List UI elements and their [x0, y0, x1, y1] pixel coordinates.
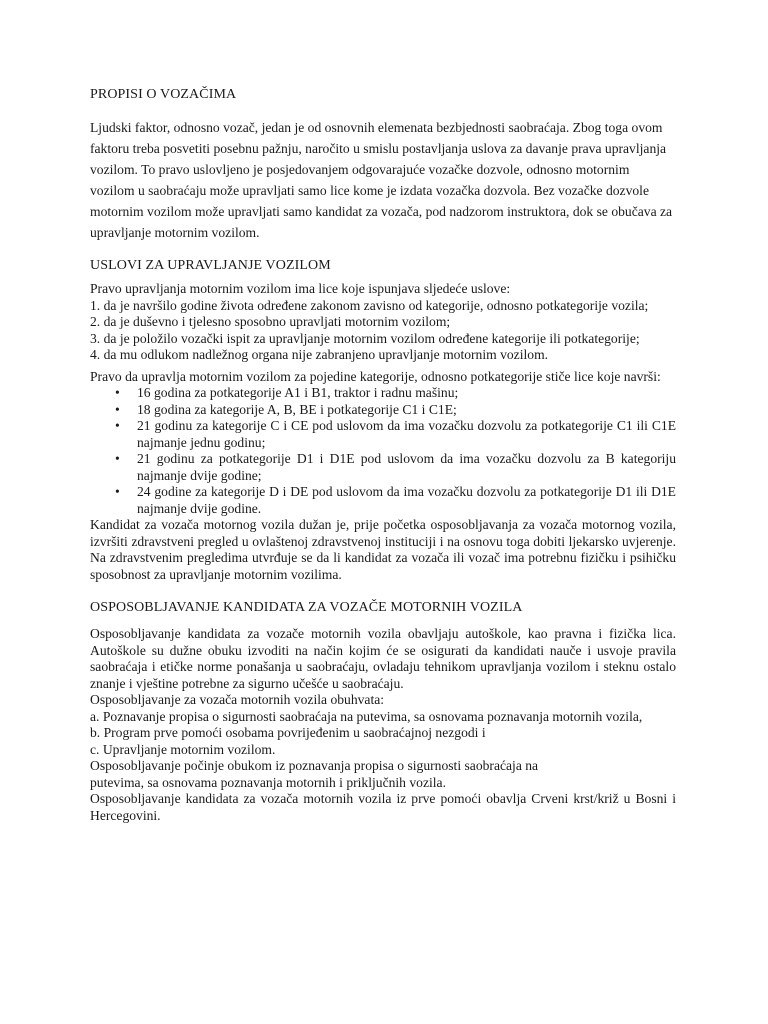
age-intro: Pravo da upravlja motornim vozilom za pojedine kategorije, odnosno potkategorije stiče lice koje navrši: — [90, 368, 661, 384]
condition-item: 1. da je navršilo godine života određene zakonom zavisno od kategorije, odnosno potkategorije vozila; — [90, 297, 649, 313]
age-bullet-list — [90, 385, 676, 517]
section-heading-propisi: PROPISI O VOZAČIMA — [90, 87, 237, 102]
list-item-text: 16 godina za potkategorije A1 i B1, traktor i radnu mašinu; — [137, 385, 459, 400]
condition-item: 2. da je duševno i tjelesno sposobno upravljati motornim vozilom; — [90, 314, 451, 329]
list-item-text: 18 godina za kategorije A, B, BE i potkategorije C1 i C1E; — [137, 401, 457, 417]
training-start-line: putevima, sa osnovama poznavanja motornih i priključnih vozila. — [90, 774, 446, 790]
scope-item: c. Upravljanje motornim vozilom. — [90, 741, 276, 757]
list-item — [115, 418, 676, 451]
list-item-text: 24 godine za kategorije D i DE pod uslovom da ima vozačku dozvolu za potkategorije D1 ili D1E najmanje dvije godine. — [137, 484, 676, 516]
section-heading-uslovi: USLOVI ZA UPRAVLJANJE VOZILOM — [90, 258, 331, 273]
list-item — [115, 401, 676, 419]
condition-item: 3. da je položilo vozački ispit za upravljanje motornim vozilom određene kategorije ili potkategorije; — [90, 330, 640, 346]
scope-intro: Osposobljavanje za vozača motornih vozila obuhvata: — [90, 692, 385, 707]
section-uslovi-body — [90, 281, 676, 583]
section-heading-osposobljavanje: OSPOSOBLJAVANJE KANDIDATA ZA VOZAČE MOTORNIH VOZILA — [90, 600, 523, 615]
bullet-icon: • — [115, 385, 120, 400]
training-start-line: Osposobljavanje počinje obukom iz poznavanja propisa o sigurnosti saobraćaja na — [90, 758, 539, 773]
list-item-text: 21 godinu za kategorije C i CE pod uslovom da ima vozačku dozvolu za potkategorije C1 ili C1E najmanje jednu godinu; — [137, 418, 676, 450]
bullet-icon: • — [115, 401, 120, 417]
bullet-icon: • — [115, 484, 120, 499]
conditions-intro: Pravo upravljanja motornim vozilom ima lice koje ispunjava sljedeće uslove: — [90, 281, 511, 296]
list-item-text: 21 godinu za potkategorije D1 i D1E pod uslovom da ima vozačku dozvolu za B kategoriju najmanje dvije godine; — [137, 451, 676, 483]
list-item — [115, 484, 676, 517]
bullet-icon: • — [115, 418, 120, 433]
paragraph-ljudski-faktor: Ljudski faktor, odnosno vozač, jedan je od osnovnih elemenata bezbjednosti saobraćaja. Zbog toga ovom faktoru treba posvetiti posebnu pažnju, naročito u smislu postavljanja uslova za davanje prava upravljanja vozilom. To pravo uslovljeno je posjedovanjem odgovarajuće vozačke dozvole, odnosno motornim vozilom u saobraćaju može upravljati samo lice kome je izdata vozačka dozvola. Bez vozačke dozvole motornim vozilom može upravljati samo kandidat za vozača, pod nadzorom instruktora, dok se obučava za upravljanje motornim vozilom. — [90, 120, 673, 240]
red-cross-paragraph: Osposobljavanje kandidata za vozača motornih vozila iz prve pomoći obavlja Crveni krst/križ u Bosni i Hercegovini. — [90, 791, 676, 823]
list-item — [115, 451, 676, 484]
condition-item: 4. da mu odlukom nadležnog organa nije zabranjeno upravljanje motornim vozilom. — [90, 347, 549, 362]
scope-item: a. Poznavanje propisa o sigurnosti saobraćaja na putevima, sa osnovama poznavanja motornih vozila, — [90, 708, 643, 724]
medical-exam-paragraph: Kandidat za vozača motornog vozila dužan je, prije početka osposobljavanja za vozača motornog vozila, izvršiti zdravstveni pregled u ovlaštenoj zdravstvenoj instituciji i na osnovu toga dobiti ljekarsko uvjerenje. Na zdravstvenim pregledima utvrđuje se da li kandidat za vozača ili vozač ima potrebnu fizičku i psihičku sposobnost za upravljanje motornim vozilima. — [90, 517, 676, 582]
scope-item: b. Program prve pomoći osobama povrijeđenim u saobraćajnoj nezgodi i — [90, 725, 486, 740]
bullet-icon: • — [115, 451, 120, 466]
list-item — [115, 385, 676, 402]
autoskole-paragraph: Osposobljavanje kandidata za vozače motornih vozila obavljaju autoškole, kao pravna i fizička lica. Autoškole su dužne obuku izvoditi na način kojim će se osigurati da kandidati nauče i usvoje pravila saobraćaja i etičke norme ponašanja u saobraćaju, ovladaju tehnikom upravljanja vozilom i steknu ostalo znanje i vještine potrebne za sigurno učešće u saobraćaju. — [90, 626, 676, 691]
section-osposobljavanje-body — [90, 626, 676, 824]
